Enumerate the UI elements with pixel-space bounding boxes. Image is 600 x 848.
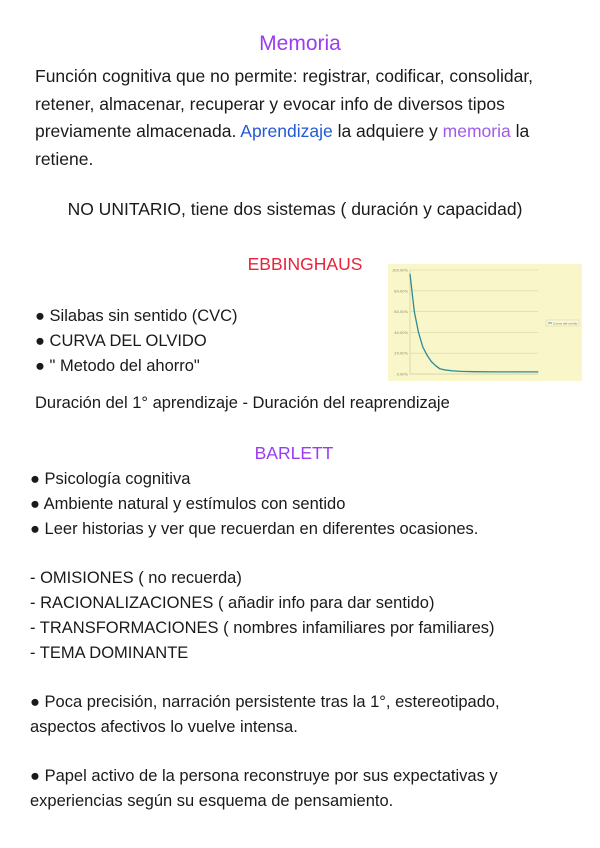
list-item: - TRANSFORMACIONES ( nombres infamiliares por familiares): [30, 619, 495, 637]
data-point: [439, 368, 440, 369]
active-role-paragraph: [30, 764, 570, 814]
data-point: [422, 346, 423, 347]
data-point: [427, 355, 428, 356]
data-point: [495, 371, 496, 372]
active-role-bold: Papel activo de la persona: [44, 767, 240, 785]
effect-desc: ( no recuerda): [133, 569, 242, 587]
aprendizaje-word: Aprendizaje: [240, 121, 333, 141]
effect-name: OMISIONES: [40, 569, 134, 587]
series-line: [410, 274, 538, 372]
y-tick-label: 100.00%: [392, 268, 408, 273]
list-item: ● Silabas sin sentido (CVC): [35, 307, 238, 325]
effect-name: RACIONALIZACIONES: [40, 594, 214, 612]
list-item: - TEMA DOMINANTE: [30, 644, 189, 662]
barlett-title: BARLETT: [254, 443, 334, 463]
precision-paragraph: ● Poca precisión, narración persistente tras la 1°, estereotipado, aspectos afectivos lo vuelve intensa.: [30, 693, 500, 736]
forgetting-curve-chart: [388, 264, 582, 381]
data-point: [431, 361, 432, 362]
list-item: - OMISIONES ( no recuerda): [30, 569, 242, 587]
data-point: [538, 371, 539, 372]
data-point: [452, 370, 453, 371]
ebbinghaus-title: EBBINGHAUS: [247, 254, 363, 274]
y-tick-label: 20.00%: [394, 351, 408, 356]
active-role-text: reconstruye por sus expectativas y experiencias según su esquema de pensamiento.: [30, 767, 498, 810]
list-item: ● Leer historias y ver que recuerdan en diferentes ocasiones.: [30, 520, 479, 538]
effect-desc: ( nombres infamiliares por familiares): [218, 619, 495, 637]
intro-text: la adquiere y: [337, 121, 438, 141]
list-item: ● Ambiente natural y estímulos con sentido: [30, 495, 346, 513]
data-point: [444, 369, 445, 370]
data-point: [516, 371, 517, 372]
list-item: - RACIONALIZACIONES ( añadir info para dar sentido): [30, 594, 435, 612]
chart-svg: [388, 264, 582, 381]
y-tick-label: 60.00%: [394, 310, 408, 315]
data-point: [461, 371, 462, 372]
effect-desc: ( añadir info para dar sentido): [213, 594, 435, 612]
memory-effects-list: [30, 566, 495, 666]
list-item: ● CURVA DEL OLVIDO: [35, 332, 207, 350]
legend-label: Curva del olvido: [553, 321, 578, 326]
intro-paragraph: [35, 63, 565, 173]
bullet: ●: [30, 767, 45, 785]
effect-name: TRANSFORMACIONES: [39, 619, 219, 637]
intro-text: Función cognitiva que no permite: registrar, codificar, consolidar, retener, almacenar, recuperar y evocar info de diversos tipos previamente almacenada.: [35, 66, 534, 141]
intro-text: la retiene.: [35, 121, 530, 169]
y-tick-label: 80.00%: [394, 289, 408, 294]
data-point: [414, 311, 415, 312]
page-title: Memoria: [259, 32, 341, 55]
y-tick-label: 0.00%: [396, 372, 408, 377]
no-unitario-heading: NO UNITARIO, tiene dos sistemas ( duración y capacidad): [67, 199, 523, 219]
ebbinghaus-list: [35, 304, 238, 379]
barlett-list: [30, 467, 478, 542]
data-point: [474, 371, 475, 372]
duration-formula: Duración del 1° aprendizaje - Duración del reaprendizaje: [35, 394, 450, 412]
list-item: ● " Metodo del ahorro": [35, 357, 200, 375]
data-point: [435, 365, 436, 366]
data-point: [418, 332, 419, 333]
effect-name: TEMA DOMINANTE: [39, 644, 189, 662]
y-tick-label: 40.00%: [394, 330, 408, 335]
list-item: ● Psicología cognitiva: [30, 470, 191, 488]
memoria-word: memoria: [442, 121, 511, 141]
data-point: [410, 274, 411, 275]
